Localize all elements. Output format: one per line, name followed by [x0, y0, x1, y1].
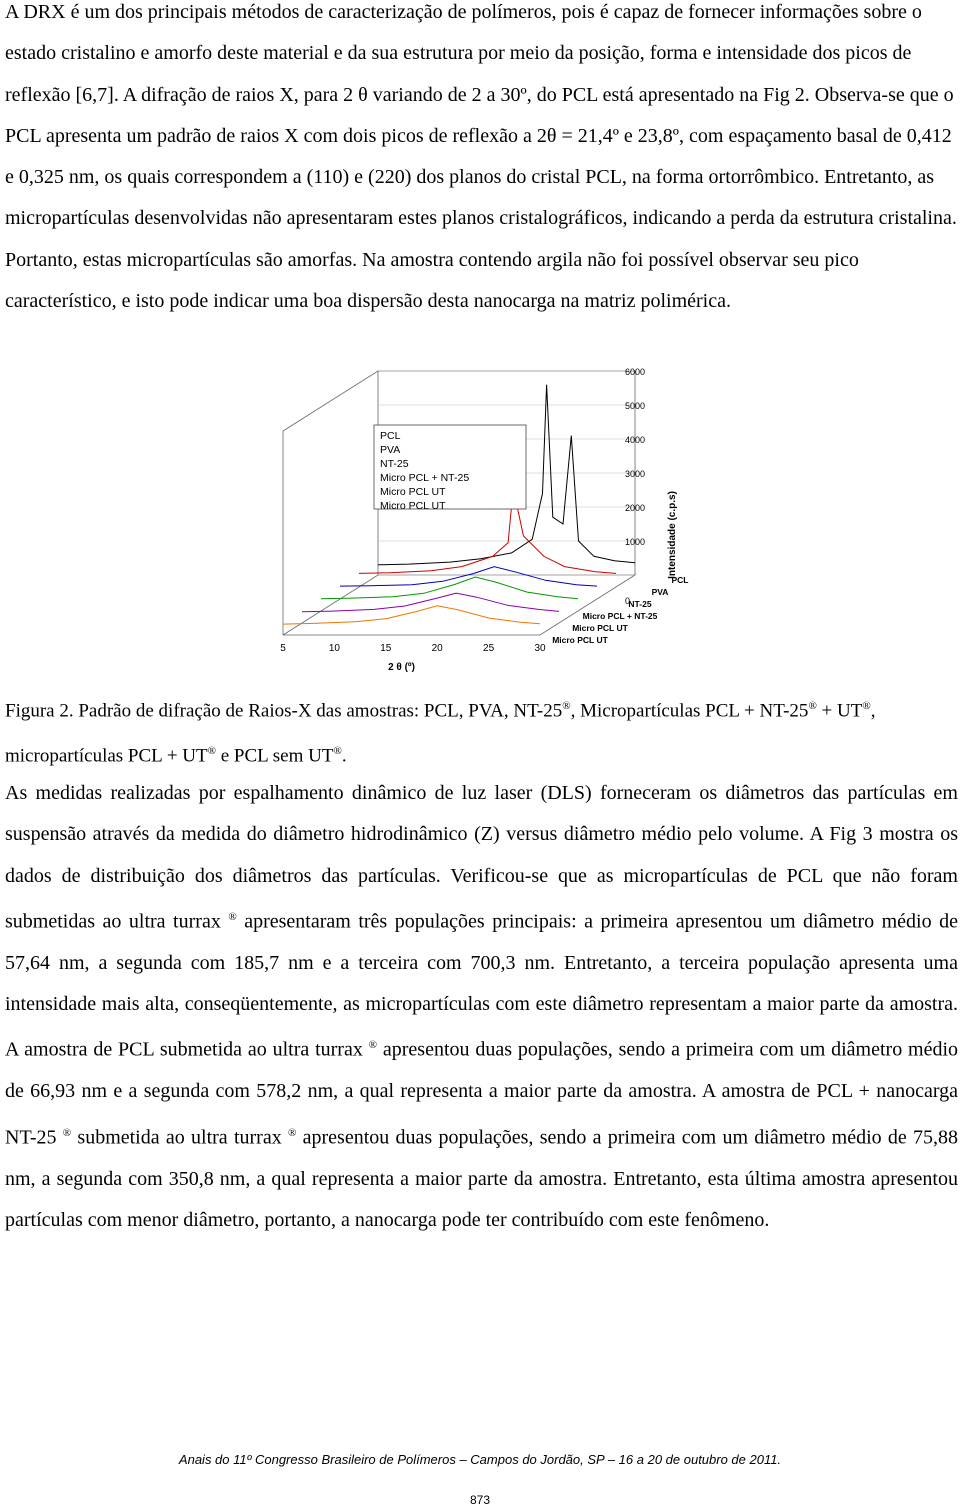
legend-entry: NT-25 — [380, 458, 409, 470]
dls-sentence-5: apresentou duas populações, sendo a primeira com um diâmetro médio de 75,88 nm, a segunda com 350,8 nm, a qual representa a maior parte da amostra. Entretanto, esta última amostra apresentou partículas com menor diâmetro, portanto, a nanocarga pode ter contribuído com este fenômeno. — [5, 1126, 959, 1231]
legend-entry: Micro PCL + NT-25 — [380, 472, 470, 484]
caption-part-4: , micropartículas PCL + UT — [5, 700, 876, 767]
registered-mark: ® — [287, 1126, 297, 1139]
x-tick-label: 20 — [431, 643, 443, 654]
x-tick-label: 15 — [380, 643, 392, 654]
figure-2-caption — [5, 686, 958, 777]
x-tick-label: 30 — [534, 643, 546, 654]
registered-mark: ® — [368, 1039, 378, 1052]
y-tick-label: 3000 — [625, 469, 646, 479]
page-footer: Anais do 11º Congresso Brasileiro de Polímeros – Campos do Jordão, SP – 16 a 20 de outubro de 2011. — [178, 1452, 782, 1467]
caption-part-6: . — [341, 745, 347, 767]
registered-mark: ® — [862, 700, 871, 712]
x-axis-label: 2 θ (º) — [388, 662, 415, 673]
xrd-waterfall-svg — [255, 367, 705, 680]
figure-2-xrd-chart — [255, 367, 705, 680]
caption-part-2: , Micropartículas PCL + NT-25 — [570, 700, 809, 722]
legend-entry: Micro PCL UT — [380, 500, 446, 512]
registered-mark: ® — [62, 1126, 72, 1139]
registered-mark: ® — [562, 700, 571, 712]
y-tick-label: 2000 — [625, 503, 646, 513]
chart-left-wall — [283, 371, 378, 635]
x-tick-label: 5 — [280, 643, 286, 654]
y-tick-label: 0 — [625, 596, 631, 606]
z-tick-label: Micro PCL UT — [552, 635, 608, 645]
y-tick-label: 4000 — [625, 435, 646, 445]
paragraph-dls — [5, 773, 958, 1241]
legend-entry: Micro PCL UT — [380, 486, 446, 498]
y-tick-label: 5000 — [625, 401, 646, 411]
legend-entry: PCL — [380, 430, 401, 442]
z-tick-label: PVA — [651, 587, 669, 597]
z-tick-label: PCL — [671, 575, 689, 585]
series-line — [283, 606, 540, 624]
series-line — [302, 593, 559, 612]
z-tick-label: Micro PCL + NT-25 — [582, 611, 658, 621]
registered-mark: ® — [808, 700, 817, 712]
x-tick-label: 25 — [483, 643, 495, 654]
registered-mark: ® — [228, 910, 237, 923]
caption-part-1: Figura 2. Padrão de difração de Raios-X das amostras: PCL, PVA, NT-25 — [5, 700, 563, 722]
registered-mark: ® — [207, 745, 216, 758]
dls-sentence-4: submetida ao ultra turrax — [77, 1126, 282, 1149]
x-tick-label: 10 — [328, 643, 340, 654]
dls-sentence-2: apresentaram três populações principais: a primeira apresentou um diâmetro médio de 57,64 nm, a segunda com 185,7 nm e a terceira com 700,3 nm. Entretanto, a terceira população apresenta uma intensidade mais alta, conseqüentemente, as micropartículas com este diâmetro representam a maior parte da amostra. A amostra de PCL submetida ao ultra turrax — [5, 910, 958, 1062]
legend-entry: PVA — [380, 444, 401, 456]
y-axis-label: Intensidade (c.p.s) — [667, 491, 678, 579]
page-number: 873 — [469, 1493, 491, 1507]
series-line — [340, 567, 597, 586]
series-line — [321, 577, 578, 599]
z-tick-label: NT-25 — [628, 599, 652, 609]
caption-part-3: + UT — [821, 700, 863, 722]
y-tick-label: 1000 — [625, 537, 646, 547]
y-tick-label: 6000 — [625, 367, 646, 377]
caption-part-5: e PCL sem UT — [220, 745, 334, 767]
dls-sentence-3: apresentou duas populações, sendo a primeira com um diâmetro médio de 66,93 nm e a segunda com 578,2 nm, a qual representa a maior parte da amostra. A amostra de PCL + nanocarga NT-25 — [5, 1039, 959, 1149]
registered-mark: ® — [333, 745, 342, 758]
dls-sentence-1: As medidas realizadas por espalhamento dinâmico de luz laser (DLS) forneceram os diâmetros das partículas em suspensão através da medida do diâmetro hidrodinâmico (Z) versus diâmetro médio pelo volume. A Fig 3 mostra os dados de distribuição dos diâmetros das partículas. Verificou-se que as micropartículas de PCL que não foram submetidas ao ultra turrax — [5, 782, 958, 933]
z-tick-label: Micro PCL UT — [572, 623, 628, 633]
paragraph-drx: A DRX é um dos principais métodos de caracterização de polímeros, pois é capaz de fornecer informações sobre o estado cristalino e amorfo deste material e da sua estrutura por meio da posição, forma e intensidade dos picos de reflexão [6,7]. A difração de raios X, para 2 θ variando de 2 a 30º, do PCL está apresentado na Fig 2. Observa-se que o PCL apresenta um padrão de raios X com dois picos de reflexão a 2θ = 21,4º e 23,8º, com espaçamento basal de 0,412 e 0,325 nm, os quais correspondem a (110) e (220) dos planos do cristal PCL, na forma ortorrômbico. Entretanto, as micropartículas desenvolvidas não apresentaram estes planos cristalográficos, indicando a perda da estrutura cristalina. Portanto, estas micropartículas são amorfas. Na amostra contendo argila não foi possível observar seu pico característico, e isto pode indicar uma boa dispersão desta nanocarga na matriz polimérica. — [5, 1, 957, 313]
